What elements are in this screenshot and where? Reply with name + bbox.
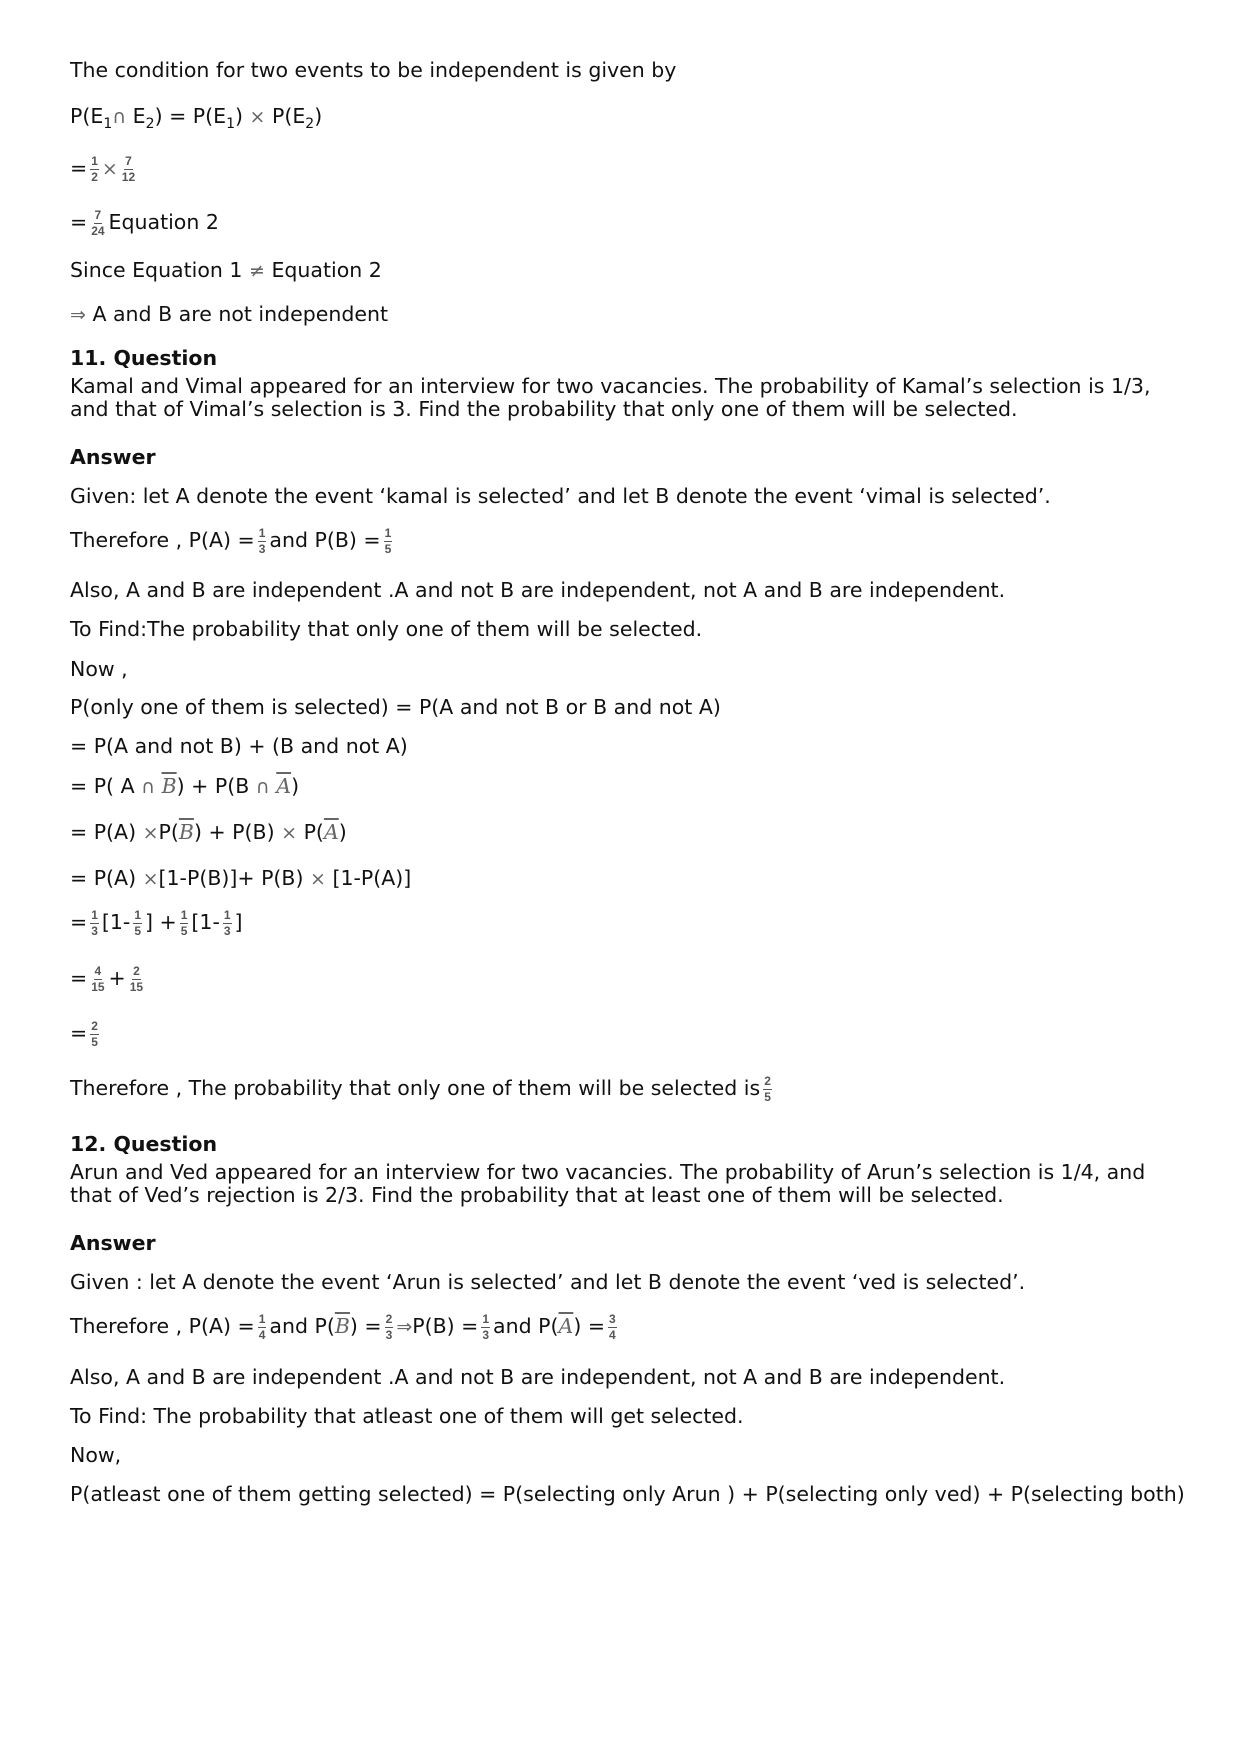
q11-step8: = $\frac{2}{5}$: [70, 1018, 98, 1049]
q11-final: Therefore , The probability that only one of them will be selected is $\frac{2}{5}$: [70, 1073, 771, 1104]
q11-given: Given: let A denote the event ‘kamal is selected’ and let B denote the event ‘vimal is selected’.: [70, 484, 1051, 508]
q11-step1: P(only one of them is selected) = P(A and not B or B and not A): [70, 695, 721, 719]
q12-probabilities: Therefore , P(A) = $\frac{1}{4}$ and $P(\overline{B})$ = $\frac{2}{3}$ ⇒P(B) = $\frac{1}{3}$ and $P(\overline{A})$ = $\frac{3}{4}$: [70, 1311, 616, 1342]
equation-2: = $\frac{7}{24}$ Equation 2: [70, 207, 219, 238]
q12-given: Given : let A denote the event ‘Arun is selected’ and let B denote the event ‘ved is selected’.: [70, 1270, 1026, 1294]
q11-to-find: To Find:The probability that only one of them will be selected.: [70, 617, 703, 641]
q11-heading: 11. Question: [70, 346, 218, 370]
q11-probabilities: Therefore , P(A) = $\frac{1}{3}$ and P(B) = $\frac{1}{5}$: [70, 525, 392, 556]
q12-to-find: To Find: The probability that atleast one of them will get selected.: [70, 1404, 744, 1428]
q12-last: P(atleast one of them getting selected) = P(selecting only Arun ) + P(selecting only ved) + P(selecting both): [70, 1482, 1185, 1506]
q11-answer-heading: Answer: [70, 445, 156, 469]
q11-now: Now ,: [70, 657, 128, 681]
q11-step6: = $\frac{1}{3}$ [1- $\frac{1}{5}$ ] + $\frac{1}{5}$ [1- $\frac{1}{3}$ ]: [70, 907, 243, 938]
since-statement: Since Equation 1 ≠ Equation 2: [70, 258, 382, 282]
q11-step3: = P( A ∩ $\overline{B}) + P(B$ ∩ $\overline{A}$): [70, 774, 300, 798]
q11-step5: = P(A) ×[1-P(B)]+ P(B) × [1-P(A)]: [70, 866, 412, 890]
q11-question: Kamal and Vimal appeared for an interview for two vacancies. The probability of Kamal’s selection is 1/3, and that of Vimal’s selection is 3. Find the probability that only one of them will be selected.: [70, 374, 1151, 421]
condition-text: The condition for two events to be independent is given by: [70, 58, 677, 82]
q12-question: Arun and Ved appeared for an interview for two vacancies. The probability of Arun’s selection is 1/4, and that of Ved’s rejection is 2/3. Find the probability that at least one of them will be selected.: [70, 1160, 1146, 1207]
independence-formula: $P(E_1\cap$ $E_2) = P(E_1) \times P(E_2)$: [70, 104, 323, 132]
q11-also: Also, A and B are independent .A and not B are independent, not A and B are independent.: [70, 578, 1006, 602]
q12-also: Also, A and B are independent .A and not B are independent, not A and B are independent.: [70, 1365, 1006, 1389]
product-step: = $\frac{1}{2}$ × $\frac{7}{12}$: [70, 153, 136, 184]
q11-step2: = P(A and not B) + (B and not A): [70, 734, 408, 758]
q12-now: Now,: [70, 1443, 122, 1467]
q12-answer-heading: Answer: [70, 1231, 156, 1255]
q11-step7: = $\frac{4}{15}$ + $\frac{2}{15}$: [70, 963, 144, 994]
not-independent-conclusion: ⇒ A and B are not independent: [70, 302, 389, 326]
q12-heading: 12. Question: [70, 1132, 218, 1156]
q11-step4: = $P(A) \times P(\overline{B}) + P(B) \times P(\overline{A})$: [70, 820, 347, 844]
